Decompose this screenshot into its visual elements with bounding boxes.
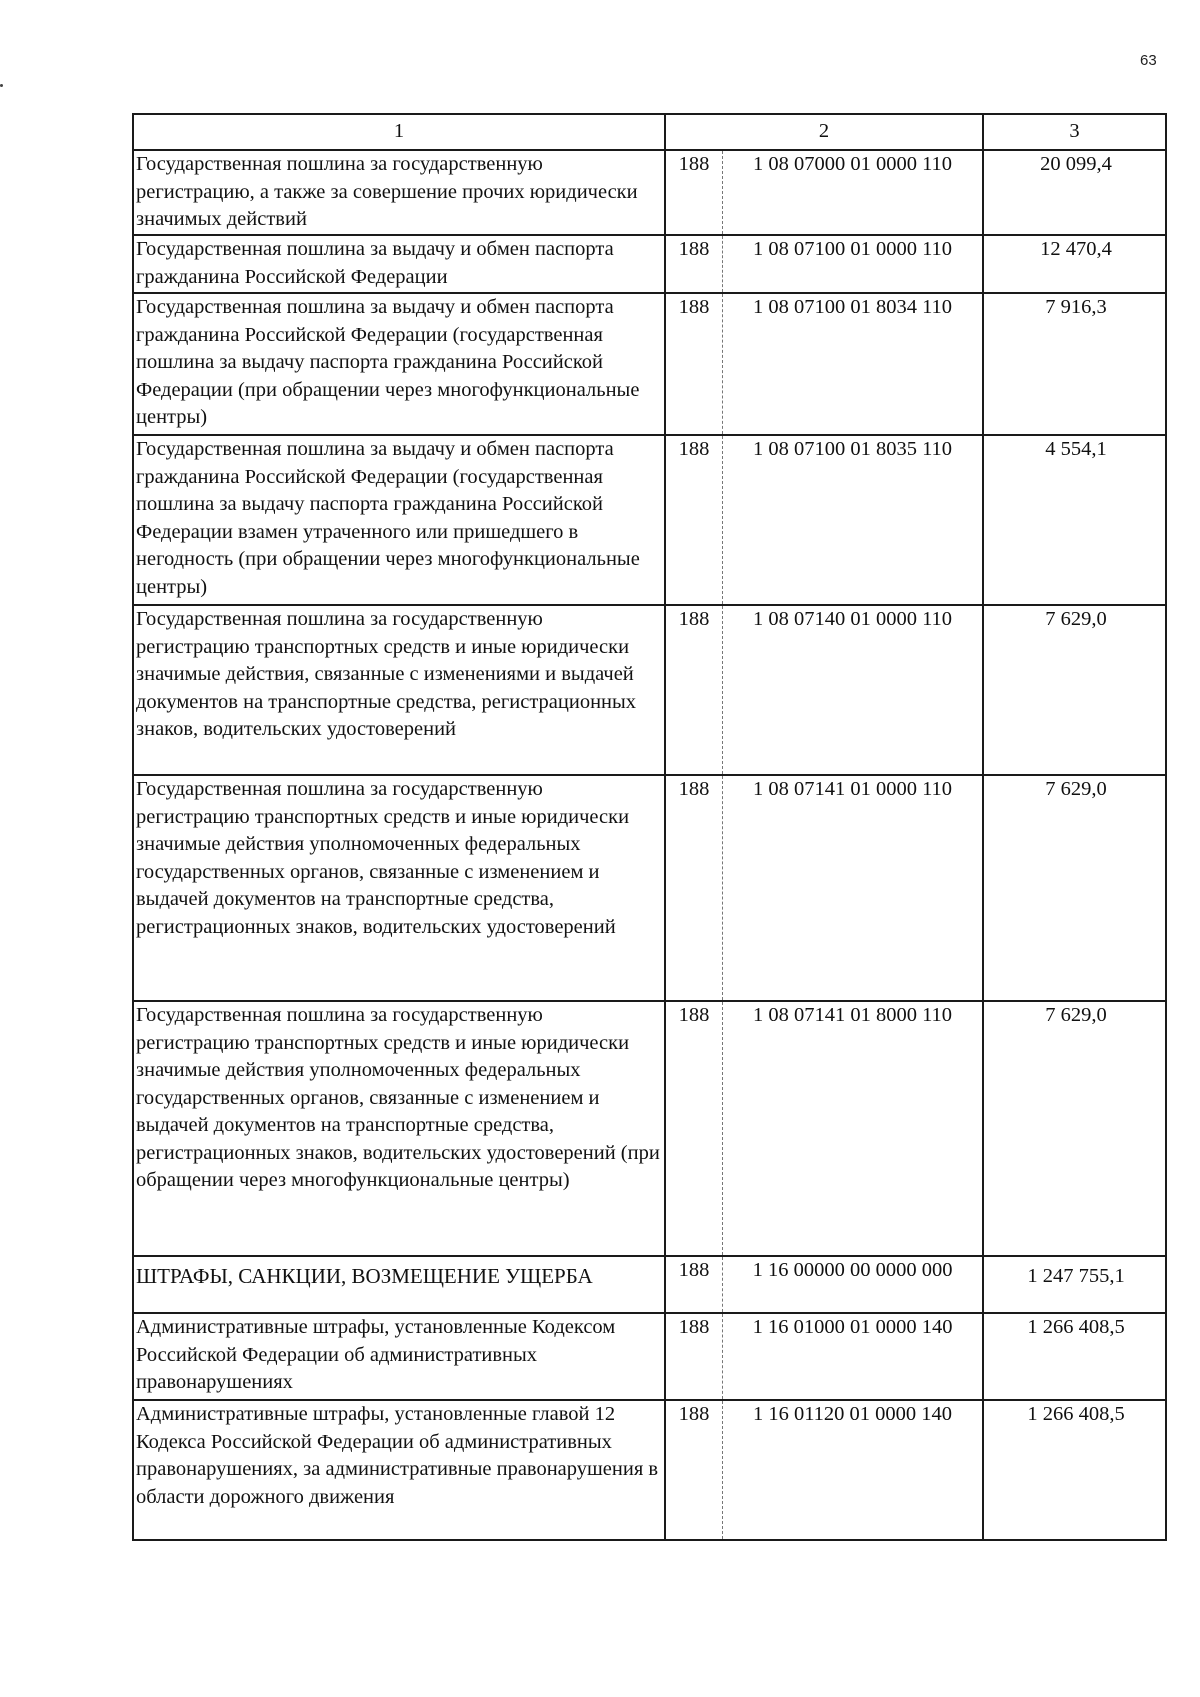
row-kbk-code: 1 16 01120 01 0000 140 <box>722 1401 982 1539</box>
row-kbk-code: 1 08 07100 01 8035 110 <box>722 436 982 604</box>
row-name: Государственная пошлина за государственную регистрацию транспортных средств и иные юридически значимые действия уполномоченных федеральных государственных органов, связанные с изменением и выдачей документов на транспортные средства, регистрационных знаков, водительских удостоверений (при обращении через многофункциональные центры) <box>133 1001 665 1256</box>
row-kbk-code: 1 08 07000 01 0000 110 <box>722 151 982 234</box>
row-amount: 7 629,0 <box>983 775 1166 1001</box>
header-col-1: 1 <box>133 114 665 150</box>
row-kbk-code: 1 08 07100 01 0000 110 <box>722 236 982 292</box>
table-row <box>133 1256 1166 1313</box>
table-row <box>133 1001 1166 1256</box>
row-amount: 7 916,3 <box>983 293 1166 435</box>
row-amount: 1 266 408,5 <box>983 1313 1166 1400</box>
row-kbk-code: 1 08 07141 01 8000 110 <box>722 1002 982 1255</box>
row-name: Административные штрафы, установленные главой 12 Кодекса Российской Федерации об административных правонарушениях, за административные правонарушения в области дорожного движения <box>133 1400 665 1540</box>
row-code-cell <box>665 775 983 1001</box>
row-amount: 7 629,0 <box>983 605 1166 775</box>
row-admin-code: 188 <box>678 438 710 460</box>
row-admin-code: 188 <box>678 153 710 175</box>
row-name: Государственная пошлина за государственную регистрацию транспортных средств и иные юридически значимые действия уполномоченных федеральных государственных органов, связанные с изменением и выдачей документов на транспортные средства, регистрационных знаков, водительских удостоверений <box>133 775 665 1001</box>
row-kbk-code: 1 16 00000 00 0000 000 <box>722 1257 982 1312</box>
row-code-cell <box>665 150 983 235</box>
row-code-cell <box>665 293 983 435</box>
row-amount: 12 470,4 <box>983 235 1166 293</box>
row-code-cell <box>665 1256 983 1313</box>
row-amount: 1 266 408,5 <box>983 1400 1166 1540</box>
row-amount: 4 554,1 <box>983 435 1166 605</box>
row-name: Государственная пошлина за государственную регистрацию транспортных средств и иные юридически значимые действия, связанные с изменениями и выдачей документов на транспортные средства, регистрационных знаков, водительских удостоверений <box>133 605 665 775</box>
row-admin-code: 188 <box>678 608 710 630</box>
row-code-cell <box>665 235 983 293</box>
table-row <box>133 775 1166 1001</box>
table-header-row <box>133 114 1166 150</box>
row-admin-code: 188 <box>678 1259 710 1281</box>
row-code-cell <box>665 605 983 775</box>
row-admin-code: 188 <box>678 1316 710 1338</box>
table-row <box>133 293 1166 435</box>
row-code-cell <box>665 1400 983 1540</box>
row-admin-code: 188 <box>678 778 710 800</box>
page-number: 63 <box>1140 52 1157 69</box>
row-kbk-code: 1 08 07141 01 0000 110 <box>722 776 982 1000</box>
header-col-2: 2 <box>665 114 983 150</box>
table-row <box>133 605 1166 775</box>
row-kbk-code: 1 08 07140 01 0000 110 <box>722 606 982 774</box>
row-amount: 1 247 755,1 <box>983 1256 1166 1313</box>
row-admin-code: 188 <box>678 238 710 260</box>
table-row <box>133 1313 1166 1400</box>
header-col-3: 3 <box>983 114 1166 150</box>
row-name: Государственная пошлина за выдачу и обмен паспорта гражданина Российской Федерации (государственная пошлина за выдачу паспорта гражданина Российской Федерации взамен утраченного или пришедшего в негодность (при обращении через многофункциональные центры) <box>133 435 665 605</box>
table-row <box>133 435 1166 605</box>
row-admin-code: 188 <box>678 296 710 318</box>
row-name: Государственная пошлина за выдачу и обмен паспорта гражданина Российской Федерации <box>133 235 665 293</box>
table-row <box>133 150 1166 235</box>
row-name: Государственная пошлина за выдачу и обмен паспорта гражданина Российской Федерации (государственная пошлина за выдачу паспорта гражданина Российской Федерации (при обращении через многофункциональные центры) <box>133 293 665 435</box>
row-kbk-code: 1 16 01000 01 0000 140 <box>722 1314 982 1399</box>
row-code-cell <box>665 1001 983 1256</box>
row-admin-code: 188 <box>678 1004 710 1026</box>
table-row <box>133 235 1166 293</box>
row-amount: 7 629,0 <box>983 1001 1166 1256</box>
row-name: ШТРАФЫ, САНКЦИИ, ВОЗМЕЩЕНИЕ УЩЕРБА <box>133 1256 665 1313</box>
row-code-cell <box>665 435 983 605</box>
row-code-cell <box>665 1313 983 1400</box>
scan-speck <box>0 84 3 87</box>
table-row <box>133 1400 1166 1540</box>
row-name: Государственная пошлина за государственную регистрацию, а также за совершение прочих юридически значимых действий <box>133 150 665 235</box>
row-kbk-code: 1 08 07100 01 8034 110 <box>722 294 982 434</box>
row-amount: 20 099,4 <box>983 150 1166 235</box>
revenue-table <box>132 113 1167 1541</box>
row-admin-code: 188 <box>678 1403 710 1425</box>
row-name: Административные штрафы, установленные Кодексом Российской Федерации об административных правонарушениях <box>133 1313 665 1400</box>
